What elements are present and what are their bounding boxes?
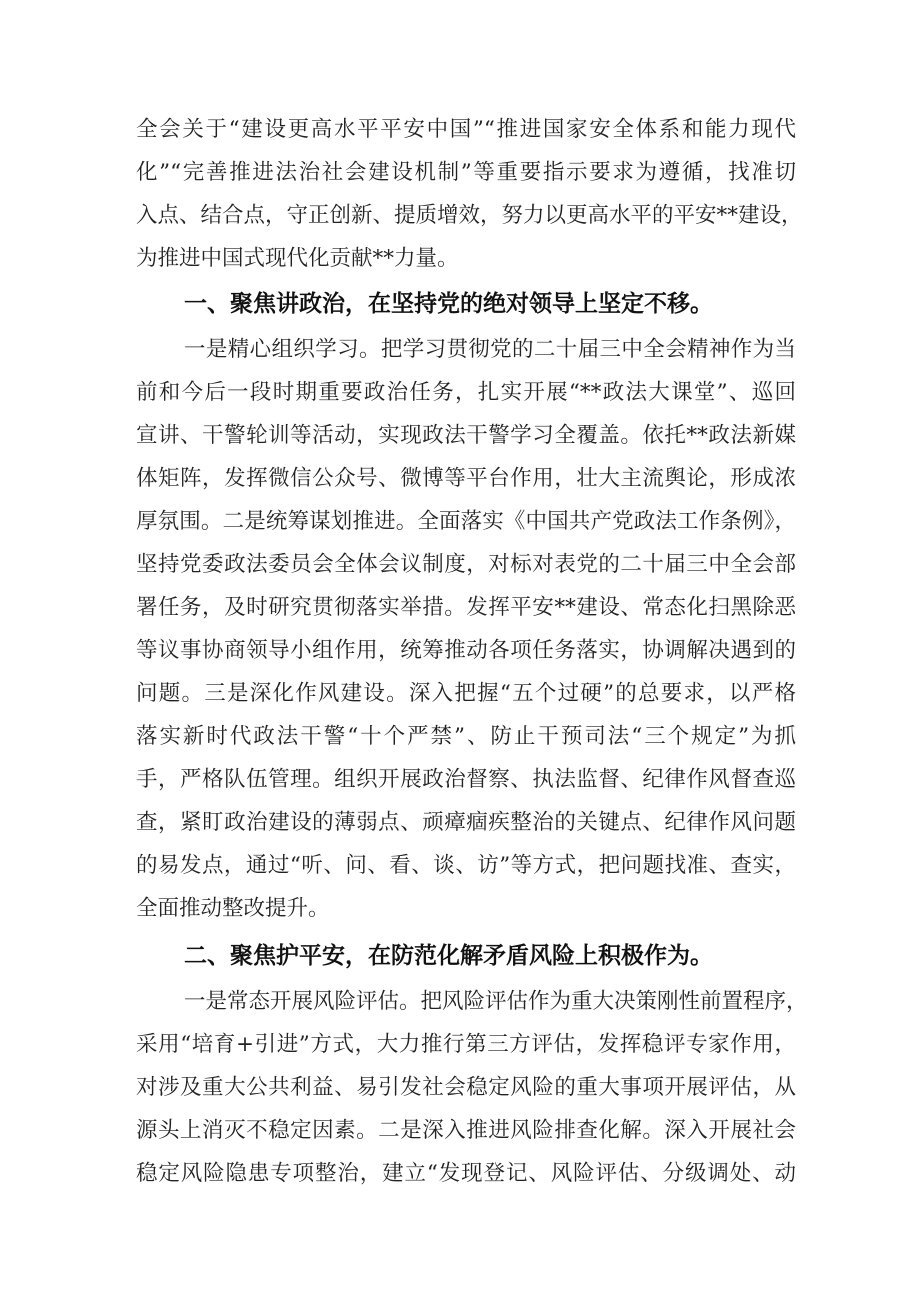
section-2-line: 源头上消灭不稳定因素。二是深入推进风险排查化解。深入开展社会 (136, 1118, 796, 1143)
intro-line: 为推进中国式现代化贡献**力量。 (136, 246, 459, 271)
section-2-line: 一是常态开展风险评估。把风险评估作为重大决策刚性前置程序， (184, 989, 808, 1014)
section-1-line: 全面推动整改提升。 (136, 896, 330, 921)
section-1-line: 等议事协商领导小组作用，统筹推动各项任务落实，协调解决遇到的 (136, 638, 796, 663)
section-1-line: 体矩阵，发挥微信公众号、微博等平台作用，壮大主流舆论，形成浓 (136, 466, 796, 491)
section-1-heading: 一、聚焦讲政治，在坚持党的绝对领导上坚定不移。 (184, 291, 713, 317)
section-2-heading: 二、聚焦护平安，在防范化解矛盾风险上积极作为。 (184, 943, 713, 969)
intro-line: 入点、结合点，守正创新、提质增效，努力以更高水平的平安**建设， (136, 203, 803, 228)
section-1-line: 手，严格队伍管理。组织开展政治督察、执法监督、纪律作风督查巡 (136, 767, 796, 792)
section-1-line: 坚持党委政法委员会全体会议制度，对标对表党的二十届三中全会部 (136, 552, 796, 577)
section-1-line: 问题。三是深化作风建设。深入把握“五个过硬”的总要求，以严格 (136, 681, 796, 706)
intro-line: 化”“完善推进法治社会建设机制”等重要指示要求为遵循，找准切 (136, 160, 796, 185)
intro-line: 全会关于“建设更高水平平安中国”“推进国家安全体系和能力现代 (136, 117, 796, 142)
section-1-line: 署任务，及时研究贯彻落实举措。发挥平安**建设、常态化扫黑除恶 (136, 595, 796, 620)
section-1-line: 一是精心组织学习。把学习贯彻党的二十届三中全会精神作为当 (184, 337, 796, 362)
section-1-line: 的易发点，通过“听、问、看、谈、访”等方式，把问题找准、查实， (136, 853, 796, 878)
section-2-line: 采用“培育+引进”方式，大力推行第三方评估，发挥稳评专家作用， (136, 1032, 796, 1057)
section-1-line: 厚氛围。二是统筹谋划推进。全面落实《中国共产党政法工作条例》， (136, 509, 796, 534)
section-1-line: 落实新时代政法干警“十个严禁”、防止干预司法“三个规定”为抓 (136, 724, 796, 749)
section-1-line: 查，紧盯政治建设的薄弱点、顽瘴痼疾整治的关键点、纪律作风问题 (136, 810, 796, 835)
section-1-line: 宣讲、干警轮训等活动，实现政法干警学习全覆盖。依托**政法新媒 (136, 423, 796, 448)
section-2-line: 对涉及重大公共利益、易引发社会稳定风险的重大事项开展评估，从 (136, 1075, 796, 1100)
section-2-line: 稳定风险隐患专项整治，建立“发现登记、风险评估、分级调处、动 (136, 1161, 796, 1186)
section-1-line: 前和今后一段时期重要政治任务，扎实开展“**政法大课堂”、巡回 (136, 380, 796, 405)
